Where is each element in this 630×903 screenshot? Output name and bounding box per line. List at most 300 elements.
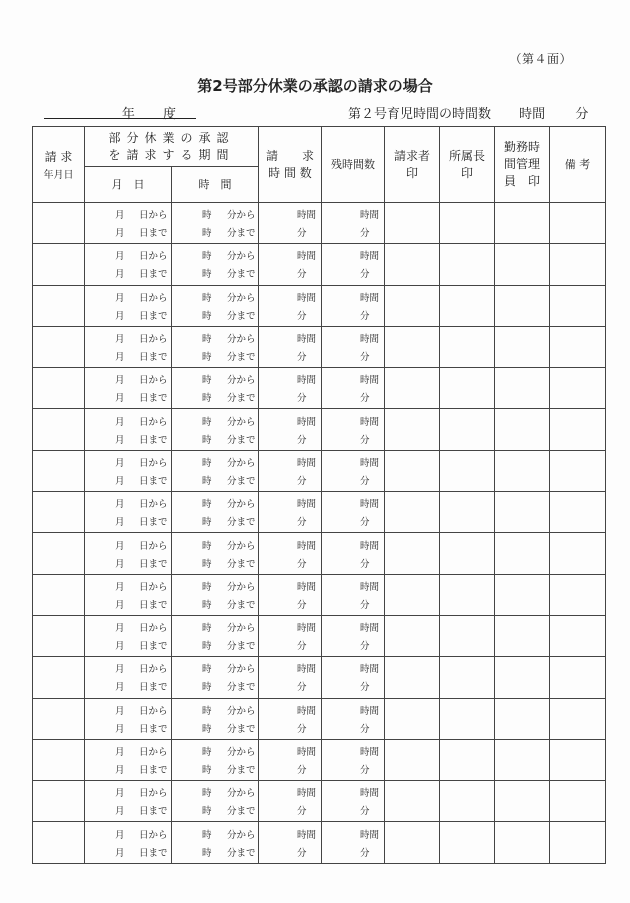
manager-seal-cell[interactable] <box>440 326 495 367</box>
requester-seal-cell[interactable] <box>385 492 440 533</box>
table-row <box>33 574 606 615</box>
month-from-label: 月 <box>115 705 125 717</box>
remarks-cell[interactable] <box>550 533 606 574</box>
table-row <box>33 326 606 367</box>
day-from-label: 日から <box>139 788 168 800</box>
minutes-unit: 分 <box>360 847 370 859</box>
period-time-cell[interactable] <box>172 698 259 739</box>
request-date-cell[interactable] <box>33 574 85 615</box>
manager-seal-cell[interactable] <box>440 203 495 244</box>
requester-seal-cell[interactable] <box>385 326 440 367</box>
month-to-label: 月 <box>115 310 125 322</box>
minutes-unit: 分 <box>297 517 307 529</box>
request-date-cell[interactable] <box>33 368 85 409</box>
month-to-label: 月 <box>115 723 125 735</box>
minutes-unit: 分 <box>360 269 370 281</box>
hour-from-label: 時 <box>202 334 212 346</box>
min-to-label: 分まで <box>227 599 256 611</box>
request-date-cell[interactable] <box>33 244 85 285</box>
period-time-cell[interactable] <box>172 326 259 367</box>
remaining-hours-cell[interactable] <box>322 368 385 409</box>
remaining-hours-cell[interactable] <box>322 450 385 491</box>
hour-from-label: 時 <box>202 829 212 841</box>
attendance-seal-cell[interactable] <box>495 326 550 367</box>
day-to-label: 日まで <box>139 517 168 529</box>
remaining-hours-cell[interactable] <box>322 574 385 615</box>
period-date-cell[interactable] <box>85 615 172 656</box>
hour-to-label: 時 <box>202 393 212 405</box>
period-time-cell[interactable] <box>172 781 259 822</box>
remarks-cell[interactable] <box>550 739 606 780</box>
attendance-seal-cell[interactable] <box>495 203 550 244</box>
requester-seal-cell[interactable] <box>385 533 440 574</box>
hours-unit: 時間 <box>360 829 380 841</box>
fiscal-year-label: 年 度 <box>121 107 188 122</box>
childcare-hours-line <box>348 103 588 122</box>
remaining-hours-cell[interactable] <box>322 657 385 698</box>
requested-hours-cell[interactable] <box>259 657 322 698</box>
period-date-cell[interactable] <box>85 326 172 367</box>
requested-hours-cell[interactable] <box>259 326 322 367</box>
remarks-cell[interactable] <box>550 781 606 822</box>
requested-hours-cell[interactable] <box>259 739 322 780</box>
day-to-label: 日まで <box>139 352 168 364</box>
month-from-label: 月 <box>115 540 125 552</box>
min-to-label: 分まで <box>227 765 256 776</box>
hours-unit: 時間 <box>360 292 380 304</box>
hour-to-label: 時 <box>202 723 212 735</box>
minutes-unit: 分 <box>360 765 370 776</box>
period-date-cell[interactable] <box>85 574 172 615</box>
remarks-cell[interactable] <box>550 368 606 409</box>
period-time-cell[interactable] <box>172 203 259 244</box>
remaining-hours-cell[interactable] <box>322 203 385 244</box>
attendance-seal-cell[interactable] <box>495 739 550 780</box>
manager-seal-cell[interactable] <box>440 574 495 615</box>
minutes-unit: 分 <box>297 393 307 405</box>
min-to-label: 分まで <box>227 352 256 364</box>
period-time-cell[interactable] <box>172 533 259 574</box>
manager-seal-cell[interactable] <box>440 409 495 450</box>
min-to-label: 分まで <box>227 475 256 487</box>
table-row <box>33 492 606 533</box>
requested-hours-cell[interactable] <box>259 822 322 863</box>
period-time-cell[interactable] <box>172 657 259 698</box>
remaining-hours-cell[interactable] <box>322 285 385 326</box>
hours-unit: 時間 <box>360 416 380 428</box>
period-date-cell[interactable] <box>85 450 172 491</box>
request-date-cell[interactable] <box>33 615 85 656</box>
remaining-hours-cell[interactable] <box>322 533 385 574</box>
minutes-unit: 分 <box>297 310 307 322</box>
remarks-cell[interactable] <box>550 615 606 656</box>
period-date-cell[interactable] <box>85 492 172 533</box>
attendance-seal-cell[interactable] <box>495 244 550 285</box>
request-date-cell[interactable] <box>33 781 85 822</box>
requester-seal-cell[interactable] <box>385 574 440 615</box>
min-from-label: 分から <box>227 747 256 758</box>
min-to-label: 分まで <box>227 434 256 446</box>
period-date-cell[interactable] <box>85 368 172 409</box>
manager-seal-cell[interactable] <box>440 244 495 285</box>
month-to-label: 月 <box>115 475 125 487</box>
minutes-unit: 分 <box>360 682 370 694</box>
requester-seal-cell[interactable] <box>385 368 440 409</box>
min-to-label: 分まで <box>227 641 256 653</box>
requested-hours-cell[interactable] <box>259 574 322 615</box>
month-to-label: 月 <box>115 806 125 818</box>
day-from-label: 日から <box>139 705 168 717</box>
requester-seal-cell[interactable] <box>385 450 440 491</box>
remaining-hours-cell[interactable] <box>322 244 385 285</box>
day-from-label: 日から <box>139 251 168 263</box>
fiscal-year-field[interactable] <box>44 103 196 122</box>
hours-unit: 時間 <box>360 705 380 717</box>
requester-seal-cell[interactable] <box>385 739 440 780</box>
header-manager-seal: 所属長 印 <box>440 127 495 203</box>
minutes-unit: 分 <box>360 228 370 240</box>
manager-seal-cell[interactable] <box>440 492 495 533</box>
min-from-label: 分から <box>227 210 256 222</box>
request-date-cell[interactable] <box>33 492 85 533</box>
day-from-label: 日から <box>139 292 168 304</box>
month-to-label: 月 <box>115 641 125 653</box>
minutes-unit: 分 <box>360 393 370 405</box>
period-date-cell[interactable] <box>85 409 172 450</box>
remarks-cell[interactable] <box>550 822 606 863</box>
remaining-hours-cell[interactable] <box>322 781 385 822</box>
request-date-cell[interactable] <box>33 326 85 367</box>
page-number-label: （第４面） <box>509 52 572 66</box>
hour-from-label: 時 <box>202 457 212 469</box>
month-from-label: 月 <box>115 210 125 222</box>
hour-to-label: 時 <box>202 682 212 694</box>
remarks-cell[interactable] <box>550 203 606 244</box>
hours-unit: 時間 <box>297 540 317 552</box>
hours-unit: 時間 <box>297 664 317 676</box>
min-to-label: 分まで <box>227 682 256 694</box>
period-date-cell[interactable] <box>85 739 172 780</box>
table-row <box>33 739 606 780</box>
header-month-day: 月 日 <box>85 167 172 203</box>
hour-from-label: 時 <box>202 292 212 304</box>
hours-unit: 時間 <box>360 499 380 511</box>
requested-hours-cell[interactable] <box>259 781 322 822</box>
month-to-label: 月 <box>115 682 125 694</box>
minutes-unit: 分 <box>360 806 370 818</box>
requested-hours-cell[interactable] <box>259 698 322 739</box>
table-row <box>33 409 606 450</box>
requester-seal-cell[interactable] <box>385 285 440 326</box>
month-from-label: 月 <box>115 499 125 511</box>
period-time-cell[interactable] <box>172 450 259 491</box>
period-time-cell[interactable] <box>172 244 259 285</box>
attendance-seal-cell[interactable] <box>495 450 550 491</box>
request-date-cell[interactable] <box>33 409 85 450</box>
requested-hours-cell[interactable] <box>259 492 322 533</box>
request-date-cell[interactable] <box>33 450 85 491</box>
min-from-label: 分から <box>227 788 256 800</box>
day-from-label: 日から <box>139 829 168 841</box>
table-row <box>33 244 606 285</box>
minutes-unit: 分 <box>297 682 307 694</box>
minutes-unit: 分 <box>360 723 370 735</box>
hour-to-label: 時 <box>202 641 212 653</box>
remarks-cell[interactable] <box>550 574 606 615</box>
min-from-label: 分から <box>227 829 256 841</box>
remaining-hours-cell[interactable] <box>322 698 385 739</box>
childcare-minutes-unit[interactable]: 分 <box>575 107 589 122</box>
remarks-cell[interactable] <box>550 244 606 285</box>
period-time-cell[interactable] <box>172 492 259 533</box>
manager-seal-cell[interactable] <box>440 698 495 739</box>
hour-from-label: 時 <box>202 747 212 758</box>
childcare-hours-unit[interactable]: 時間 <box>519 107 546 122</box>
month-from-label: 月 <box>115 334 125 346</box>
hour-to-label: 時 <box>202 517 212 529</box>
attendance-seal-cell[interactable] <box>495 698 550 739</box>
hours-unit: 時間 <box>360 375 380 387</box>
period-date-cell[interactable] <box>85 657 172 698</box>
table-row <box>33 657 606 698</box>
hours-unit: 時間 <box>297 829 317 841</box>
requested-hours-cell[interactable] <box>259 409 322 450</box>
hours-unit: 時間 <box>297 705 317 717</box>
requested-hours-cell[interactable] <box>259 244 322 285</box>
min-from-label: 分から <box>227 540 256 552</box>
minutes-unit: 分 <box>360 310 370 322</box>
day-to-label: 日まで <box>139 847 168 859</box>
min-from-label: 分から <box>227 251 256 263</box>
remarks-cell[interactable] <box>550 326 606 367</box>
attendance-seal-cell[interactable] <box>495 368 550 409</box>
table-row <box>33 781 606 822</box>
request-date-cell[interactable] <box>33 285 85 326</box>
minutes-unit: 分 <box>297 475 307 487</box>
remarks-cell[interactable] <box>550 450 606 491</box>
day-to-label: 日まで <box>139 682 168 694</box>
minutes-unit: 分 <box>297 434 307 446</box>
remaining-hours-cell[interactable] <box>322 409 385 450</box>
requester-seal-cell[interactable] <box>385 657 440 698</box>
day-from-label: 日から <box>139 581 168 593</box>
minutes-unit: 分 <box>360 352 370 364</box>
hour-to-label: 時 <box>202 228 212 240</box>
attendance-seal-cell[interactable] <box>495 285 550 326</box>
period-time-cell[interactable] <box>172 574 259 615</box>
manager-seal-cell[interactable] <box>440 450 495 491</box>
minutes-unit: 分 <box>297 558 307 570</box>
period-time-cell[interactable] <box>172 368 259 409</box>
header-remaining-hours: 残時間数 <box>322 127 385 203</box>
day-from-label: 日から <box>139 334 168 346</box>
hours-unit: 時間 <box>360 664 380 676</box>
min-to-label: 分まで <box>227 310 256 322</box>
month-from-label: 月 <box>115 457 125 469</box>
request-date-cell[interactable] <box>33 657 85 698</box>
minutes-unit: 分 <box>297 269 307 281</box>
manager-seal-cell[interactable] <box>440 657 495 698</box>
attendance-seal-cell[interactable] <box>495 615 550 656</box>
hour-to-label: 時 <box>202 352 212 364</box>
day-from-label: 日から <box>139 416 168 428</box>
hours-unit: 時間 <box>360 334 380 346</box>
day-to-label: 日まで <box>139 475 168 487</box>
requester-seal-cell[interactable] <box>385 203 440 244</box>
month-from-label: 月 <box>115 747 125 758</box>
remaining-hours-cell[interactable] <box>322 326 385 367</box>
min-from-label: 分から <box>227 457 256 469</box>
header-time: 時 間 <box>172 167 259 203</box>
requested-hours-cell[interactable] <box>259 285 322 326</box>
period-date-cell[interactable] <box>85 533 172 574</box>
day-to-label: 日まで <box>139 558 168 570</box>
manager-seal-cell[interactable] <box>440 615 495 656</box>
period-date-cell[interactable] <box>85 285 172 326</box>
min-from-label: 分から <box>227 581 256 593</box>
attendance-seal-cell[interactable] <box>495 657 550 698</box>
month-from-label: 月 <box>115 788 125 800</box>
request-date-cell[interactable] <box>33 739 85 780</box>
period-time-cell[interactable] <box>172 285 259 326</box>
hour-from-label: 時 <box>202 540 212 552</box>
minutes-unit: 分 <box>360 641 370 653</box>
month-to-label: 月 <box>115 434 125 446</box>
minutes-unit: 分 <box>297 765 307 776</box>
hours-unit: 時間 <box>297 375 317 387</box>
requester-seal-cell[interactable] <box>385 781 440 822</box>
requester-seal-cell[interactable] <box>385 409 440 450</box>
requester-seal-cell[interactable] <box>385 822 440 863</box>
attendance-seal-cell[interactable] <box>495 781 550 822</box>
period-date-cell[interactable] <box>85 203 172 244</box>
day-to-label: 日まで <box>139 806 168 818</box>
min-to-label: 分まで <box>227 269 256 281</box>
requester-seal-cell[interactable] <box>385 615 440 656</box>
requester-seal-cell[interactable] <box>385 698 440 739</box>
requested-hours-cell[interactable] <box>259 368 322 409</box>
hours-unit: 時間 <box>360 251 380 263</box>
minutes-unit: 分 <box>297 641 307 653</box>
table-row <box>33 822 606 863</box>
request-date-cell[interactable] <box>33 698 85 739</box>
hour-from-label: 時 <box>202 623 212 635</box>
hours-unit: 時間 <box>360 788 380 800</box>
day-to-label: 日まで <box>139 228 168 240</box>
request-date-cell[interactable] <box>33 533 85 574</box>
day-to-label: 日まで <box>139 269 168 281</box>
month-to-label: 月 <box>115 352 125 364</box>
period-time-cell[interactable] <box>172 739 259 780</box>
table-row <box>33 368 606 409</box>
header-attendance-seal: 勤務時 間管理 員 印 <box>495 127 550 203</box>
hour-from-label: 時 <box>202 210 212 222</box>
day-to-label: 日まで <box>139 310 168 322</box>
hours-unit: 時間 <box>297 581 317 593</box>
attendance-seal-cell[interactable] <box>495 492 550 533</box>
day-from-label: 日から <box>139 499 168 511</box>
min-to-label: 分まで <box>227 806 256 818</box>
hours-unit: 時間 <box>360 210 380 222</box>
minutes-unit: 分 <box>360 475 370 487</box>
hour-to-label: 時 <box>202 765 212 776</box>
remarks-cell[interactable] <box>550 657 606 698</box>
attendance-seal-cell[interactable] <box>495 409 550 450</box>
min-from-label: 分から <box>227 292 256 304</box>
day-to-label: 日まで <box>139 599 168 611</box>
requested-hours-cell[interactable] <box>259 203 322 244</box>
remaining-hours-cell[interactable] <box>322 822 385 863</box>
header-period-group: 部分休業の承認 を請求する期間 <box>85 127 259 167</box>
day-to-label: 日まで <box>139 641 168 653</box>
requester-seal-cell[interactable] <box>385 244 440 285</box>
manager-seal-cell[interactable] <box>440 285 495 326</box>
hour-from-label: 時 <box>202 664 212 676</box>
day-to-label: 日まで <box>139 393 168 405</box>
requested-hours-cell[interactable] <box>259 450 322 491</box>
month-from-label: 月 <box>115 416 125 428</box>
min-to-label: 分まで <box>227 228 256 240</box>
remaining-hours-cell[interactable] <box>322 615 385 656</box>
manager-seal-cell[interactable] <box>440 781 495 822</box>
period-time-cell[interactable] <box>172 822 259 863</box>
min-from-label: 分から <box>227 334 256 346</box>
period-date-cell[interactable] <box>85 698 172 739</box>
form-title: 第2号部分休業の承認の請求の場合 <box>197 77 433 95</box>
hour-from-label: 時 <box>202 788 212 800</box>
period-date-cell[interactable] <box>85 781 172 822</box>
remarks-cell[interactable] <box>550 285 606 326</box>
day-to-label: 日まで <box>139 723 168 735</box>
hours-unit: 時間 <box>360 747 380 758</box>
day-from-label: 日から <box>139 623 168 635</box>
hour-to-label: 時 <box>202 475 212 487</box>
requested-hours-cell[interactable] <box>259 533 322 574</box>
attendance-seal-cell[interactable] <box>495 822 550 863</box>
table-row <box>33 615 606 656</box>
table-row <box>33 450 606 491</box>
remaining-hours-cell[interactable] <box>322 492 385 533</box>
manager-seal-cell[interactable] <box>440 533 495 574</box>
min-from-label: 分から <box>227 623 256 635</box>
hours-unit: 時間 <box>297 788 317 800</box>
attendance-seal-cell[interactable] <box>495 533 550 574</box>
remaining-hours-cell[interactable] <box>322 739 385 780</box>
attendance-seal-cell[interactable] <box>495 574 550 615</box>
period-date-cell[interactable] <box>85 822 172 863</box>
request-date-cell[interactable] <box>33 203 85 244</box>
period-date-cell[interactable] <box>85 244 172 285</box>
hour-to-label: 時 <box>202 269 212 281</box>
hour-from-label: 時 <box>202 499 212 511</box>
month-to-label: 月 <box>115 517 125 529</box>
period-time-cell[interactable] <box>172 409 259 450</box>
remarks-cell[interactable] <box>550 492 606 533</box>
month-to-label: 月 <box>115 269 125 281</box>
manager-seal-cell[interactable] <box>440 739 495 780</box>
manager-seal-cell[interactable] <box>440 822 495 863</box>
period-time-cell[interactable] <box>172 615 259 656</box>
table-row <box>33 203 606 244</box>
manager-seal-cell[interactable] <box>440 368 495 409</box>
requested-hours-cell[interactable] <box>259 615 322 656</box>
minutes-unit: 分 <box>360 517 370 529</box>
remarks-cell[interactable] <box>550 698 606 739</box>
request-date-cell[interactable] <box>33 822 85 863</box>
hours-unit: 時間 <box>297 499 317 511</box>
remarks-cell[interactable] <box>550 409 606 450</box>
day-from-label: 日から <box>139 457 168 469</box>
